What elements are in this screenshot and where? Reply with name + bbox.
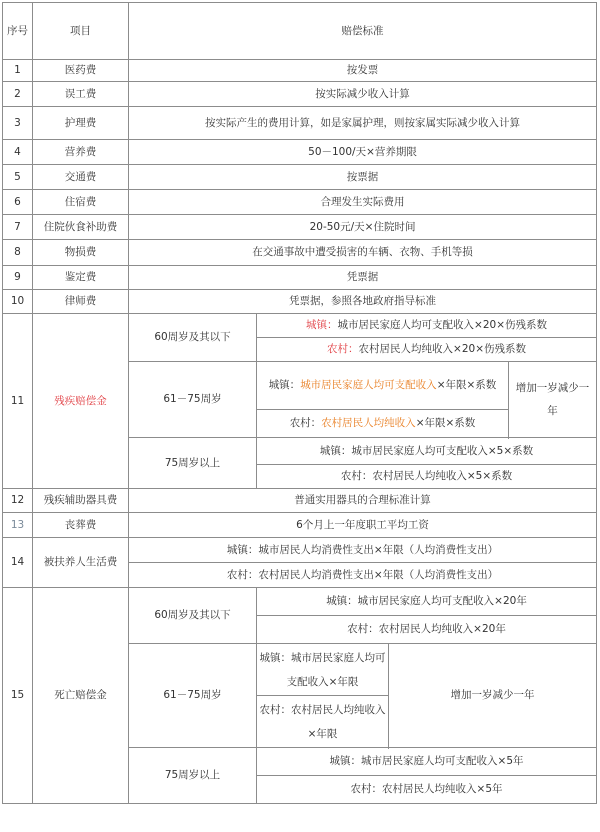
urban-formula: 城镇：城市居民家庭人均可支配收入×20年 (257, 588, 597, 616)
death-row (3, 588, 597, 616)
row-item: 丧葬费 (33, 513, 129, 538)
disability-item: 残疾赔偿金 (33, 314, 129, 489)
row-number: 2 (3, 82, 33, 107)
disability-row (3, 314, 597, 338)
dependents-item: 被扶养人生活费 (33, 538, 129, 588)
row-standard: 按实际减少收入计算 (129, 82, 597, 107)
table-row (3, 107, 597, 140)
row-item: 残疾辅助器具费 (33, 489, 129, 513)
row-number: 10 (3, 290, 33, 314)
table-row (3, 140, 597, 165)
row-item: 交通费 (33, 165, 129, 190)
row-number: 13 (3, 513, 33, 538)
row-standard: 按票据 (129, 165, 597, 190)
row-number: 7 (3, 215, 33, 240)
row-standard: 在交通事故中遭受损害的车辆、衣物、手机等损 (129, 240, 597, 266)
rural-label: 农村： (327, 343, 359, 355)
row-item: 住宿费 (33, 190, 129, 215)
row-standard: 按发票 (129, 60, 597, 82)
age-band: 75周岁以上 (129, 748, 257, 804)
urban-formula: 城镇：城市居民人均消费性支出×年限（人均消费性支出） (129, 538, 597, 563)
header-row (3, 3, 597, 60)
row-standard: 20-50元/天×住院时间 (129, 215, 597, 240)
urban-formula: 城镇：城市居民家庭人均可支配收入×20×伤残系数 (257, 314, 597, 338)
row-number: 3 (3, 107, 33, 140)
rural-formula: 农村：农村居民人均纯收入×年限 (257, 696, 389, 748)
age-band: 60周岁及其以下 (129, 588, 257, 644)
row-standard: 按实际产生的费用计算，如是家属护理，则按家属实际减少收入计算 (129, 107, 597, 140)
table-row (3, 215, 597, 240)
age-band: 60周岁及其以下 (129, 314, 257, 362)
row-number: 11 (3, 314, 33, 489)
row-standard: 6个月上一年度职工平均工资 (129, 513, 597, 538)
row-number: 1 (3, 60, 33, 82)
row-item: 医药费 (33, 60, 129, 82)
table-row (3, 60, 597, 82)
row-number: 6 (3, 190, 33, 215)
age-note: 增加一岁减少一年 (389, 644, 597, 748)
age-band: 61－75周岁 (129, 644, 257, 748)
age-band: 75周岁以上 (129, 438, 257, 489)
dependents-row (3, 538, 597, 563)
row-number: 14 (3, 538, 33, 588)
header-standard: 赔偿标准 (129, 3, 597, 60)
header-item: 项目 (33, 3, 129, 60)
table-row (3, 190, 597, 215)
row-item: 住院伙食补助费 (33, 215, 129, 240)
urban-formula: 城镇：城市居民家庭人均可支配收入×年限×系数 (257, 362, 509, 410)
urban-formula: 城镇：城市居民家庭人均可支配收入×年限 (257, 644, 389, 696)
row-item: 律师费 (33, 290, 129, 314)
table-row (3, 290, 597, 314)
row-number: 9 (3, 266, 33, 290)
rural-formula: 农村：农村居民人均纯收入×5×系数 (257, 465, 597, 489)
urban-formula: 城镇：城市居民家庭人均可支配收入×5×系数 (257, 438, 597, 465)
rural-formula: 农村：农村居民人均纯收入×5年 (257, 776, 597, 804)
table-row (3, 266, 597, 290)
row-item: 误工费 (33, 82, 129, 107)
age-note: 增加一岁减少一年 (509, 362, 597, 438)
urban-label: 城镇： (306, 319, 338, 331)
row-number: 5 (3, 165, 33, 190)
rural-formula: 农村：农村居民人均纯收入×年限×系数 (257, 410, 509, 438)
row-standard: 普通实用器具的合理标准计算 (129, 489, 597, 513)
row-item: 鉴定费 (33, 266, 129, 290)
compensation-table (2, 2, 597, 804)
table-row (3, 513, 597, 538)
row-item: 护理费 (33, 107, 129, 140)
row-number: 8 (3, 240, 33, 266)
row-number: 12 (3, 489, 33, 513)
header-seq: 序号 (3, 3, 33, 60)
rural-formula: 农村：农村居民人均纯收入×20年 (257, 616, 597, 644)
row-standard: 50－100/天×营养期限 (129, 140, 597, 165)
row-standard: 凭票据，参照各地政府指导标准 (129, 290, 597, 314)
table-row (3, 489, 597, 513)
table-row (3, 82, 597, 107)
urban-formula: 城镇：城市居民家庭人均可支配收入×5年 (257, 748, 597, 776)
rural-formula: 农村：农村居民人均消费性支出×年限（人均消费性支出） (129, 563, 597, 588)
row-standard: 凭票据 (129, 266, 597, 290)
row-standard: 合理发生实际费用 (129, 190, 597, 215)
table-row (3, 240, 597, 266)
row-item: 物损费 (33, 240, 129, 266)
death-item: 死亡赔偿金 (33, 588, 129, 804)
age-band: 61－75周岁 (129, 362, 257, 438)
rural-formula: 农村：农村居民人均纯收入×20×伤残系数 (257, 338, 597, 362)
row-number: 15 (3, 588, 33, 804)
row-item: 营养费 (33, 140, 129, 165)
table-row (3, 165, 597, 190)
row-number: 4 (3, 140, 33, 165)
